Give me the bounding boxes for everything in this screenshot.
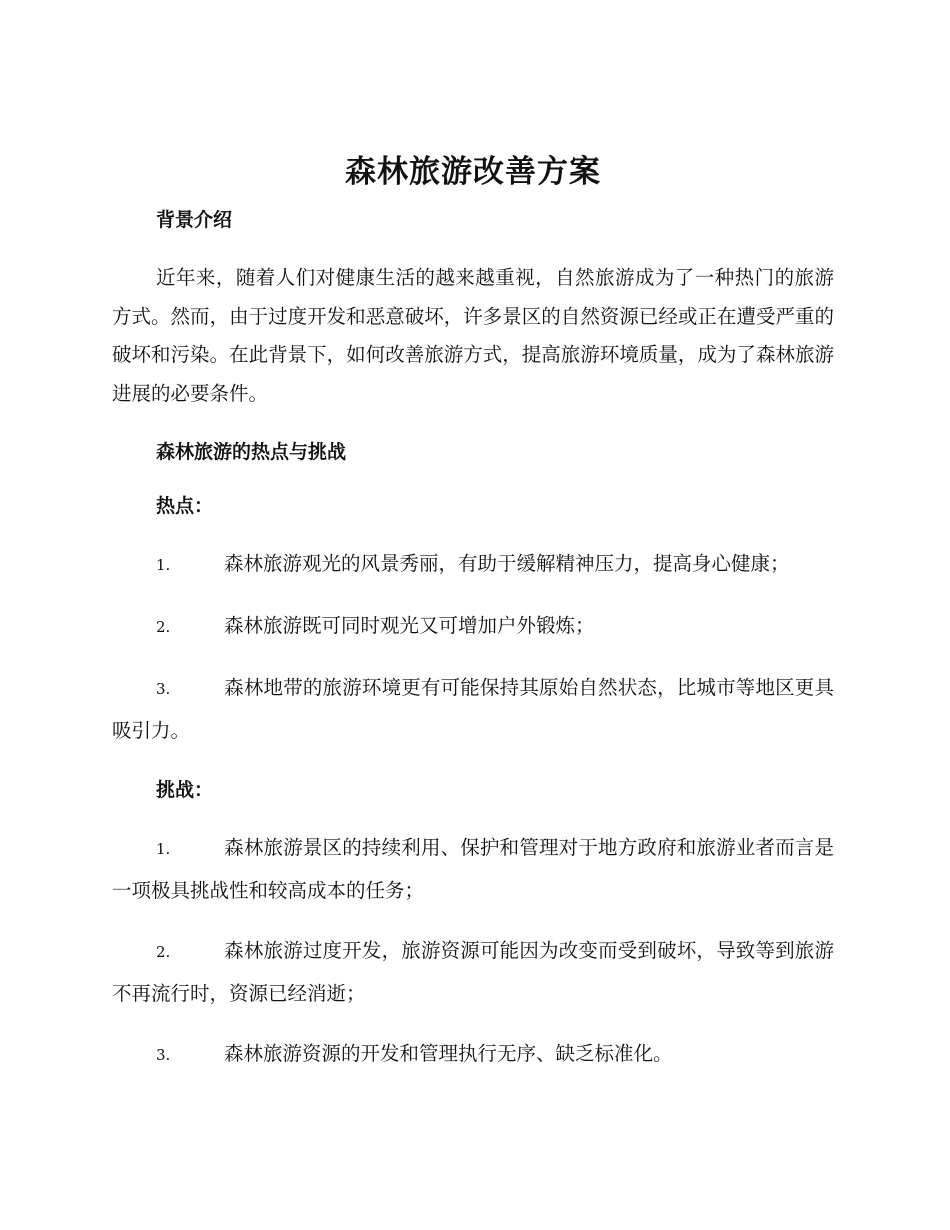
heading-hotspots: 热点： <box>156 495 214 518</box>
list-item <box>112 667 834 751</box>
list-item <box>112 543 834 586</box>
list-number: 1. <box>156 556 171 575</box>
list-number: 3. <box>156 680 171 699</box>
hotspots-list <box>112 543 834 751</box>
list-item <box>112 1033 834 1076</box>
list-text: 森林旅游过度开发，旅游资源可能因为改变而受到破坏，导致等到旅游不再流行时，资源已经消逝； <box>112 939 834 1006</box>
paragraph-background: 近年来，随着人们对健康生活的越来越重视，自然旅游成为了一种热门的旅游方式。然而，由于过度开发和恶意破坏，许多景区的自然资源已经或正在遭受严重的破坏和污染。在此背景下，如何改善旅游方式，提高旅游环境质量，成为了森林旅游进展的必要条件。 <box>112 266 834 405</box>
list-item <box>112 827 834 911</box>
document-page <box>112 148 834 1095</box>
list-text: 森林旅游景区的持续利用、保护和管理对于地方政府和旅游业者而言是一项极具挑战性和较高成本的任务； <box>112 836 834 903</box>
list-item <box>112 605 834 648</box>
list-item <box>112 930 834 1014</box>
heading-challenges: 挑战： <box>156 779 214 802</box>
list-text: 森林旅游既可同时观光又可增加户外锻炼； <box>224 614 595 638</box>
list-number: 3. <box>156 1046 171 1065</box>
list-text: 森林旅游观光的风景秀丽，有助于缓解精神压力，提高身心健康； <box>224 552 790 576</box>
list-text: 森林旅游资源的开发和管理执行无序、缺乏标准化。 <box>224 1042 673 1066</box>
list-text: 森林地带的旅游环境更有可能保持其原始自然状态，比城市等地区更具吸引力。 <box>112 676 834 743</box>
heading-background: 背景介绍 <box>156 209 233 231</box>
list-number: 1. <box>156 840 171 859</box>
challenges-list <box>112 827 834 1076</box>
list-number: 2. <box>156 943 171 962</box>
heading-hotspots-challenges: 森林旅游的热点与挑战 <box>156 441 347 464</box>
document-title: 森林旅游改善方案 <box>345 154 601 190</box>
list-number: 2. <box>156 618 171 637</box>
